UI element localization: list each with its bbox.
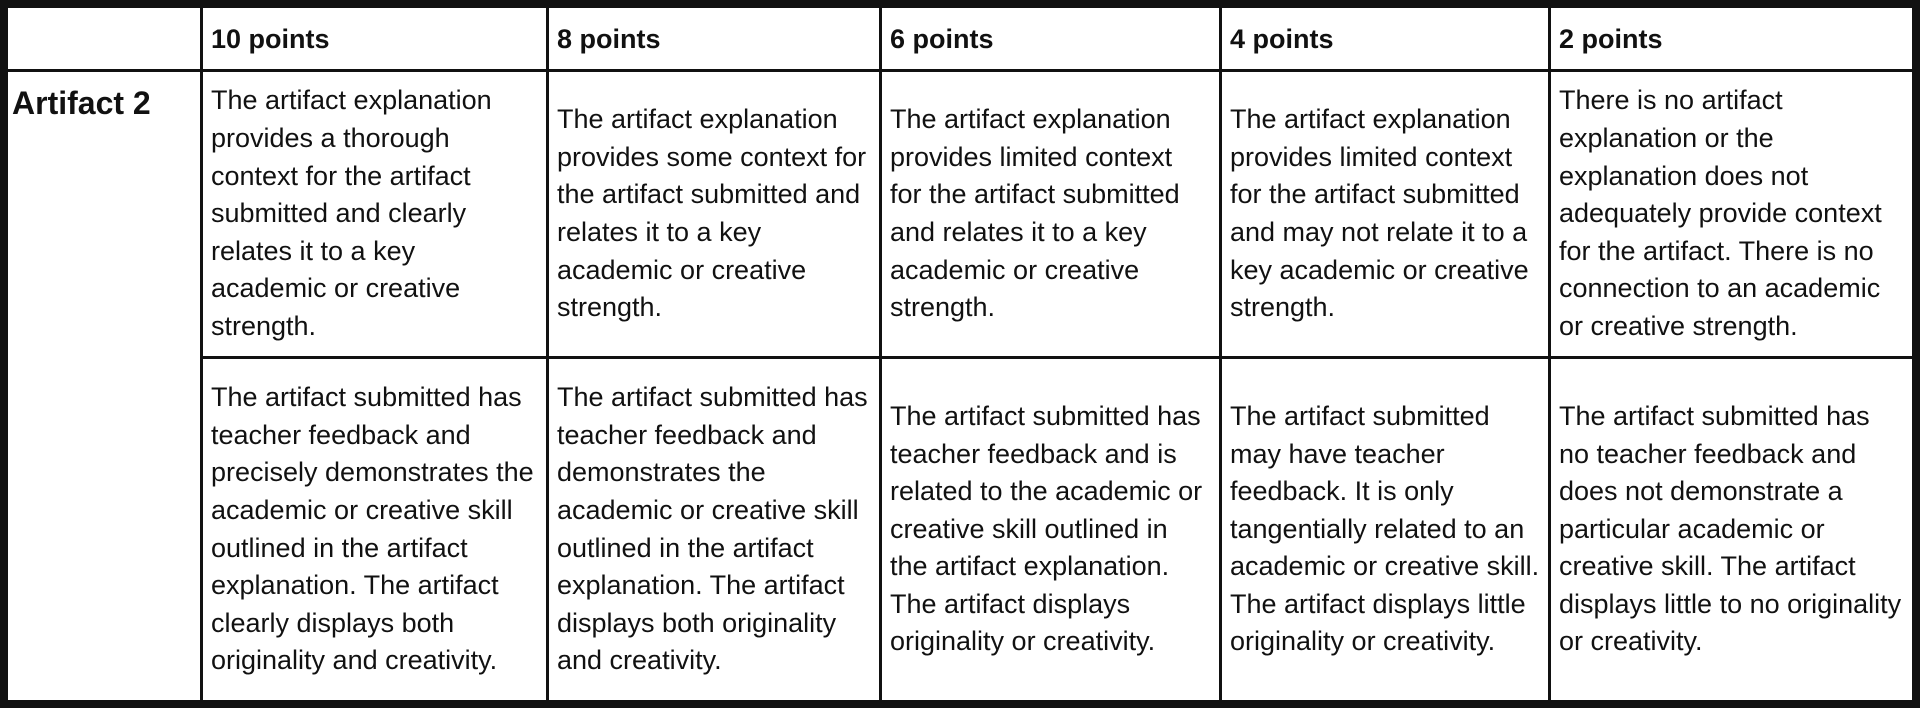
- artifact-4-points-cell: [1222, 359, 1551, 700]
- artifact-2-points-cell: [1551, 359, 1912, 700]
- row-label-artifact: Artifact 2: [8, 72, 203, 700]
- cell-text: The artifact submitted has teacher feedback and is related to the academic or creative skill outlined in the artifact explanation. The artifact displays originality or creativity.: [890, 400, 1203, 657]
- header-2-points: 2 points: [1551, 8, 1912, 72]
- artifact-6-points-cell: [882, 359, 1222, 700]
- artifact-10-points-cell: [203, 359, 549, 700]
- header-4-points: 4 points: [1222, 8, 1551, 72]
- cell-text: The artifact explanation provides some context for the artifact submitted and relates it to a key academic or creative strength.: [557, 104, 867, 323]
- cell-text: The artifact explanation provides a thorough context for the artifact submitted and clearly relates it to a key academic or creative strength.: [211, 85, 492, 341]
- cell-text: The artifact explanation provides limited context for the artifact submitted and relates it to a key academic or creative strength.: [890, 104, 1180, 323]
- cell-text: The artifact submitted has no teacher feedback and does not demonstrate a particular academic or creative skill. The artifact displays little to no originality or creativity.: [1559, 400, 1902, 657]
- header-empty-cell: [8, 8, 203, 72]
- explanation-10-points-cell: [203, 72, 549, 359]
- explanation-8-points-cell: [549, 72, 882, 359]
- cell-text: The artifact submitted may have teacher feedback. It is only tangentially related to an academic or creative skill. The artifact displays little originality or creativity.: [1230, 400, 1540, 657]
- header-8-points: 8 points: [549, 8, 882, 72]
- cell-text: The artifact submitted has teacher feedback and demonstrates the academic or creative skill outlined in the artifact explanation. The artifact displays both originality and creativity.: [557, 382, 868, 676]
- header-6-points: 6 points: [882, 8, 1222, 72]
- header-10-points: 10 points: [203, 8, 549, 72]
- cell-text: The artifact submitted has teacher feedback and precisely demonstrates the academic or creative skill outlined in the artifact explanation. The artifact clearly displays both originality and creativity.: [211, 382, 534, 676]
- cell-text: The artifact explanation provides limited context for the artifact submitted and may not relate it to a key academic or creative strength.: [1230, 104, 1529, 323]
- cell-text: There is no artifact explanation or the explanation does not adequately provide context for the artifact. There is no connection to an academic or creative strength.: [1559, 85, 1882, 341]
- artifact-8-points-cell: [549, 359, 882, 700]
- explanation-2-points-cell: [1551, 72, 1912, 359]
- explanation-6-points-cell: [882, 72, 1222, 359]
- explanation-4-points-cell: [1222, 72, 1551, 359]
